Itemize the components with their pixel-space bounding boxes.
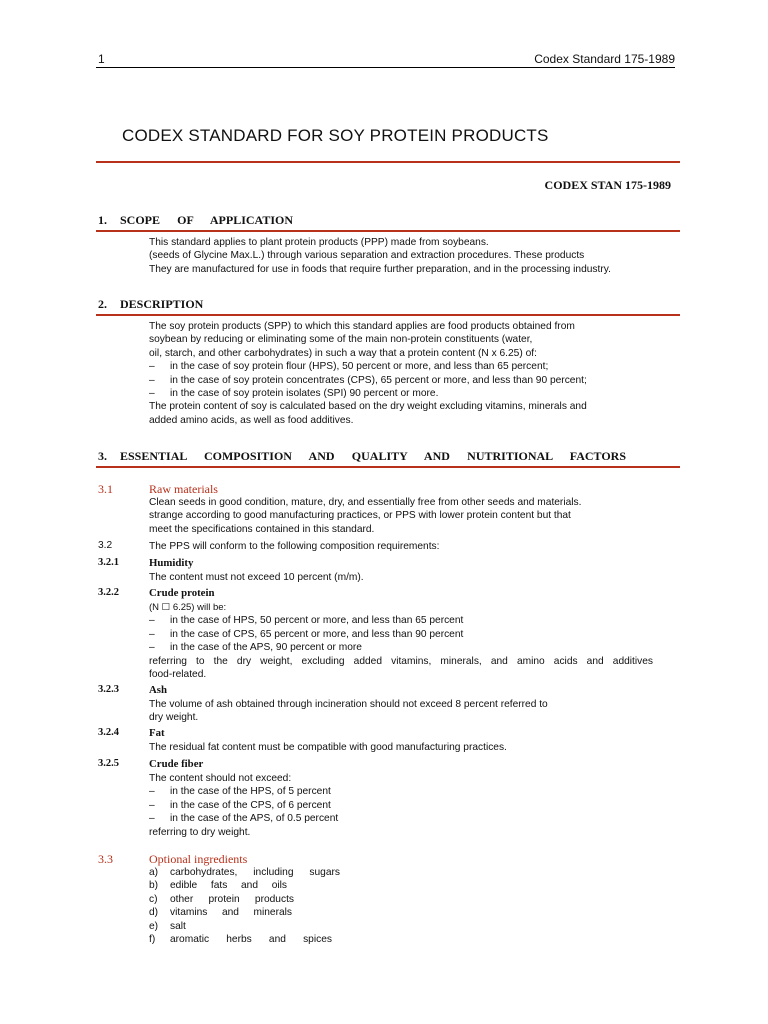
- list-item: [149, 387, 653, 400]
- list-item-text: in the case of the APS, of 0.5 percent: [170, 813, 339, 825]
- section-3-heading: [98, 449, 626, 464]
- ash-body: [149, 698, 653, 725]
- word: herbs: [226, 934, 252, 946]
- section-number: 3.: [98, 449, 107, 463]
- paragraph-line: strange according to good manufacturing practices, or PPS with lower protein content but that: [149, 510, 571, 522]
- section-2-divider: [96, 314, 680, 316]
- standard-reference: Codex Standard 175-1989: [534, 52, 675, 66]
- list-item-text: [170, 920, 186, 933]
- subsection-title: Fat: [149, 727, 165, 739]
- list-item: [149, 360, 653, 373]
- composition-intro: [149, 540, 653, 553]
- paragraph-line: (N ☐ 6.25) will be:: [149, 602, 227, 613]
- subsection-title: Humidity: [149, 557, 194, 569]
- list-item: [149, 374, 653, 387]
- section-2-body: [149, 320, 653, 427]
- list-item-text: in the case of soy protein isolates (SPI) 90 percent or more.: [170, 388, 439, 400]
- paragraph-line: (seeds of Glycine Max.L.) through various separation and extraction procedures. These products: [149, 250, 585, 262]
- crude-fiber-body: [149, 772, 653, 839]
- paragraph-line: oil, starch, and other carbohydrates) in such a way that a protein content (N x 6.25) of:: [149, 347, 537, 359]
- section-number: 1.: [98, 213, 107, 227]
- list-item: [149, 879, 349, 892]
- dash-bullet: –: [149, 388, 155, 400]
- section-3-divider: [96, 466, 680, 468]
- paragraph-line: referring to the dry weight, excluding added vitamins, minerals, and amino acids and additives: [149, 655, 653, 667]
- list-item-text: in the case of the CPS, of 6 percent: [170, 799, 331, 811]
- dash-bullet: –: [149, 642, 155, 654]
- crude-protein-body: [149, 601, 653, 681]
- subsection-title: Crude fiber: [149, 758, 204, 770]
- word: vitamins: [170, 907, 208, 919]
- dash-bullet: –: [149, 374, 155, 386]
- word: other: [170, 893, 194, 905]
- subsection-number: 3.2.1: [98, 557, 119, 568]
- dash-bullet: –: [149, 628, 155, 640]
- subsection-number: 3.2: [98, 540, 113, 551]
- dash-bullet: –: [149, 813, 155, 825]
- paragraph-line: The content should not exceed:: [149, 773, 292, 784]
- list-item-text: [170, 933, 332, 946]
- title-divider: [96, 161, 680, 163]
- paragraph-line: They are manufactured for use in foods that require further preparation, and in the processing industry.: [149, 263, 611, 275]
- section-title: DESCRIPTION: [120, 297, 204, 311]
- document-title: CODEX STANDARD FOR SOY PROTEIN PRODUCTS: [122, 126, 549, 145]
- subsection-number: 3.2.2: [98, 587, 119, 598]
- subsection-number: 3.2.4: [98, 727, 119, 738]
- dash-bullet: –: [149, 786, 155, 798]
- subsection-number: 3.2.5: [98, 758, 119, 769]
- dash-bullet: –: [149, 615, 155, 627]
- word: and: [268, 934, 286, 946]
- list-item-text: [170, 906, 292, 919]
- list-letter: d): [149, 907, 159, 919]
- paragraph-line: added amino acids, as well as food additives.: [149, 414, 354, 426]
- list-letter: b): [149, 880, 159, 892]
- subsection-number: 3.1: [98, 482, 113, 496]
- dash-bullet: –: [149, 361, 155, 373]
- section-number: 2.: [98, 297, 107, 311]
- list-item: [149, 893, 349, 906]
- paragraph-line: The residual fat content must be compatible with good manufacturing practices.: [149, 742, 507, 753]
- list-letter: c): [149, 893, 158, 905]
- list-item: [149, 933, 349, 946]
- paragraph-line: The PPS will conform to the following composition requirements:: [149, 541, 440, 552]
- section-1-heading: [98, 213, 626, 228]
- word: fats: [210, 880, 228, 892]
- paragraph-line: dry weight.: [149, 712, 199, 724]
- word: aromatic: [170, 934, 210, 946]
- page-number: 1: [98, 52, 105, 66]
- word: minerals: [253, 907, 292, 919]
- word: salt: [170, 920, 186, 932]
- word: sugars: [309, 867, 340, 878]
- list-item: [149, 920, 349, 933]
- list-item-text: in the case of the APS, 90 percent or more: [170, 642, 362, 654]
- paragraph-line: The volume of ash obtained through incineration should not exceed 8 percent referred to: [149, 699, 548, 710]
- dash-bullet: –: [149, 799, 155, 811]
- word: and: [221, 907, 239, 919]
- subsection-title: Optional ingredients: [149, 852, 248, 866]
- section-2-heading: [98, 297, 626, 312]
- list-item: [149, 641, 653, 654]
- section-1-body: [149, 236, 653, 276]
- subsection-title: Ash: [149, 684, 168, 696]
- list-item: [149, 785, 653, 798]
- paragraph-line: meet the specifications contained in this standard.: [149, 523, 375, 535]
- section-1-divider: [96, 230, 680, 232]
- paragraph-line: The soy protein products (SPP) to which this standard applies are food products obtained from: [149, 321, 575, 332]
- fat-body: [149, 741, 653, 754]
- humidity-body: [149, 571, 653, 584]
- subsection-number: 3.2.3: [98, 684, 119, 695]
- list-item: [149, 812, 653, 825]
- list-item-text: in the case of soy protein flour (HPS), 50 percent or more, and less than 65 percent;: [170, 361, 549, 373]
- word: including: [253, 867, 294, 878]
- list-letter: e): [149, 920, 159, 932]
- list-item-text: in the case of CPS, 65 percent or more, and less than 90 percent: [170, 628, 464, 640]
- list-letter: a): [149, 867, 159, 878]
- raw-materials-body: [149, 496, 653, 536]
- subsection-title: Raw materials: [149, 482, 218, 496]
- list-item-text: in the case of soy protein concentrates (CPS), 65 percent or more, and less than 90 percent;: [170, 374, 587, 386]
- word: oils: [271, 880, 287, 892]
- list-item-text: in the case of HPS, 50 percent or more, and less than 65 percent: [170, 615, 464, 627]
- list-item-text: [170, 866, 340, 879]
- paragraph-line: The content must not exceed 10 percent (m/m).: [149, 572, 364, 583]
- word: and: [241, 880, 258, 892]
- paragraph-line: soybean by reducing or eliminating some of the main non-protein constituents (water,: [149, 334, 533, 346]
- subsection-number: 3.3: [98, 852, 113, 866]
- code-stan-reference: CODEX STAN 175-1989: [544, 178, 671, 192]
- list-letter: f): [149, 934, 156, 946]
- word: carbohydrates,: [170, 867, 238, 878]
- word: protein: [208, 893, 240, 905]
- paragraph-line: The protein content of soy is calculated based on the dry weight excluding vitamins, minerals and: [149, 401, 587, 413]
- list-item: [149, 614, 653, 627]
- list-item: [149, 866, 349, 879]
- paragraph-line: Clean seeds in good condition, mature, dry, and essentially free from other seeds and materials.: [149, 497, 582, 508]
- word: spices: [303, 934, 332, 946]
- section-title: ESSENTIAL COMPOSITION AND QUALITY AND NUTRITIONAL FACTORS: [120, 449, 626, 463]
- list-item: [149, 628, 653, 641]
- paragraph-line: This standard applies to plant protein products (PPP) made from soybeans.: [149, 237, 489, 248]
- word: edible: [170, 880, 198, 892]
- paragraph-line: referring to dry weight.: [149, 826, 251, 838]
- list-item-text: in the case of the HPS, of 5 percent: [170, 786, 331, 798]
- list-item-text: [170, 879, 287, 892]
- running-header: [96, 51, 675, 68]
- word: products: [254, 893, 294, 905]
- subsection-title: Crude protein: [149, 587, 215, 599]
- list-item: [149, 906, 349, 919]
- list-item-text: [170, 893, 294, 906]
- optional-ingredients-list: [149, 866, 349, 946]
- list-item: [149, 799, 653, 812]
- section-title: SCOPE OF APPLICATION: [120, 213, 293, 227]
- paragraph-line: food-related.: [149, 669, 207, 681]
